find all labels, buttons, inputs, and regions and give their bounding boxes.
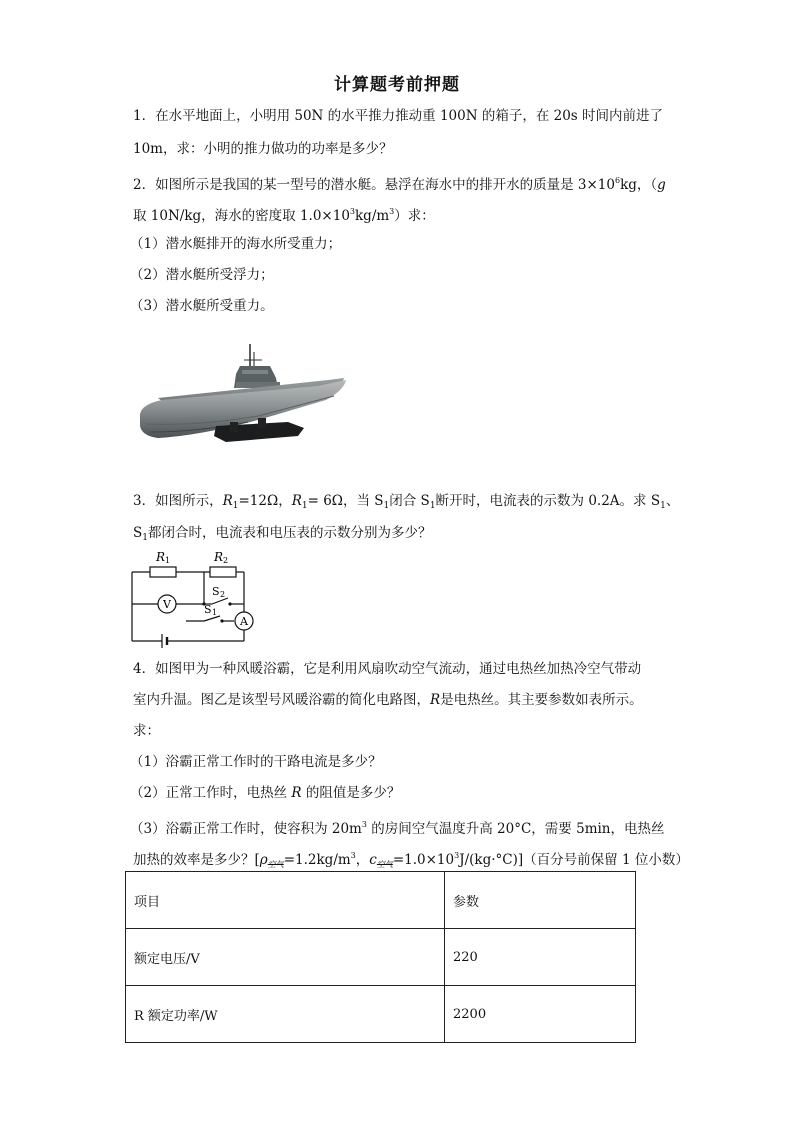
table-cell: 2200 (445, 986, 636, 1043)
circuit-r2-sub: 2 (223, 556, 229, 565)
table-header-row (126, 872, 636, 929)
q1-line1: 1．在水平地面上，小明用 50N 的水平推力推动重 100N 的箱子，在 20s 时间内前进了 (133, 108, 664, 124)
table-cell: R 额定功率/W (126, 986, 445, 1043)
circuit-diagram (128, 548, 260, 648)
q2-sub2: （2）潜水艇所受浮力； (130, 267, 274, 283)
circuit-r2-label: R (214, 550, 224, 564)
page-title: 计算题考前押题 (334, 75, 460, 95)
circuit-r1-label: R (156, 550, 166, 564)
table-header-cell: 项目 (126, 872, 445, 929)
parameter-table (125, 871, 636, 1043)
q4-line2: 室内升温。图乙是该型号风暖浴霸的简化电路图，R是电热丝。其主要参数如表所示。 (133, 692, 643, 708)
voltmeter-label: V (163, 598, 171, 611)
table-cell: 220 (445, 929, 636, 986)
q4-sub2: （2）正常工作时，电热丝 R 的阻值是多少？ (130, 785, 401, 801)
q2-line1: 2．如图所示是我国的某一型号的潜水艇。悬浮在海水中的排开水的质量是 $3\times 10^6kg$，（g (133, 176, 666, 193)
ammeter-label: A (240, 615, 248, 628)
q1-line2: 10m，求：小明的推力做功的功率是多少？ (133, 141, 393, 157)
circuit-r1-sub: 1 (165, 556, 171, 565)
submarine-image (138, 340, 350, 446)
switch-s1-label: S (204, 603, 212, 616)
switch-s2-label: S (212, 585, 220, 598)
q4-sub3-cont: 加热的效率是多少？[$\rho_{空气}=1.2kg/m^3$，$c_{空气}=1.0\times 10^3J/(kg\cdot^\circ C)$]（百分号前保留 1 位小数） (133, 851, 689, 869)
q4-line1: 4．如图甲为一种风暖浴霸，它是利用风扇吹动空气流动，通过电热丝加热冷空气带动 (133, 661, 642, 677)
switch-s2-sub: 2 (220, 590, 226, 599)
q2-line2: 取 10N/kg，海水的密度取 $1.0\times 10^3kg/m^3$）求： (133, 207, 435, 224)
table-row (126, 929, 636, 986)
q2-sub3: （3）潜水艇所受重力。 (130, 298, 274, 314)
q4-sub3: （3）浴霸正常工作时，使容积为 $20m^3$ 的房间空气温度升高 20°C，需要 5min，电热丝 (130, 820, 665, 837)
q3-line2: $S_1$都闭合时，电流表和电压表的示数分别为多少？ (133, 525, 432, 543)
switch-s1-sub: 1 (212, 608, 218, 617)
table-row (126, 986, 636, 1043)
q3-line1: 3．如图所示，$R_1=12\Omega$，$R_1= 6\Omega$，当 $S_1$闭合 $S_1$断开时，电流表的示数为 0.2A。求 $S_1$、 (133, 493, 680, 511)
q4-line3: 求： (133, 723, 160, 739)
table-header-cell: 参数 (445, 872, 636, 929)
table-cell: 额定电压/V (126, 929, 445, 986)
q2-sub1: （1）潜水艇排开的海水所受重力； (130, 236, 342, 252)
q4-sub1: （1）浴霸正常工作时的干路电流是多少？ (130, 754, 382, 770)
